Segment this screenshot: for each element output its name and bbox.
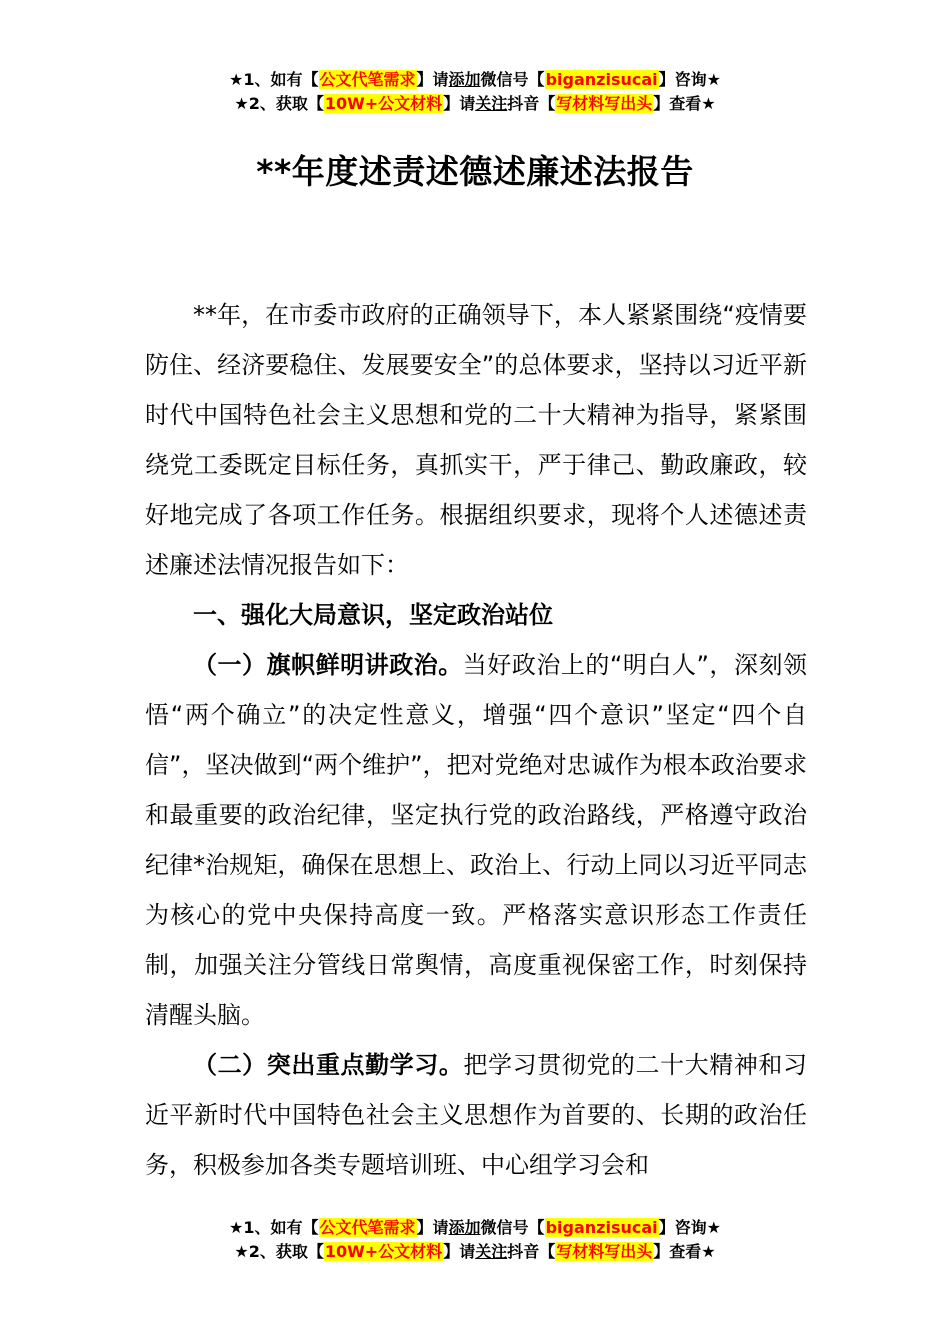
banner-highlight: 写材料写出头 (556, 1242, 653, 1261)
paragraph-1 (145, 640, 807, 1040)
banner-highlight: 10W+公文材料 (324, 94, 443, 113)
banner-text: 】请 (416, 70, 449, 89)
banner-highlight: 公文代笔需求 (319, 1218, 416, 1237)
banner-highlight: biganzisucai (545, 1218, 658, 1237)
banner-text: 】查看★ (653, 94, 716, 113)
bottom-banner (0, 1216, 950, 1264)
intro-paragraph: **年，在市委市政府的正确领导下，本人紧紧围绕“疫情要防住、经济要稳住、发展要安全”的总体要求，坚持以习近平新时代中国特色社会主义思想和党的二十大精神为指导，紧紧围绕党工委既定目标任务，真抓实干，严于律己、勤政廉政，较好地完成了各项工作任务。根据组织要求，现将个人述德述责述廉述法情况报告如下： (145, 301, 807, 579)
banner-underlined: 添加 (448, 70, 481, 89)
banner-highlight: biganzisucai (545, 70, 658, 89)
banner-text: 微信号【 (480, 70, 545, 89)
banner-highlight: 写材料写出头 (556, 94, 653, 113)
banner-text: ★1、如有【 (229, 70, 319, 89)
banner-text: 】请 (416, 1218, 449, 1237)
banner-line-2 (0, 92, 950, 116)
banner-text: 】咨询★ (658, 70, 721, 89)
banner-underlined: 关注 (475, 94, 508, 113)
banner-text: 】请 (443, 1242, 476, 1261)
banner-text: ★2、获取【 (234, 1242, 324, 1261)
banner-text: ★1、如有【 (229, 1218, 319, 1237)
document-body (145, 290, 807, 1190)
banner-text: 】查看★ (653, 1242, 716, 1261)
document-title: **年度述责述德述廉述法报告 (256, 152, 694, 191)
banner-text: 抖音【 (507, 1242, 556, 1261)
banner-underlined: 关注 (475, 1242, 508, 1261)
banner-text: 抖音【 (507, 94, 556, 113)
banner-line-1 (0, 68, 950, 92)
paragraph-2-lead: （二）突出重点勤学习。 (193, 1051, 464, 1079)
top-banner (0, 68, 950, 116)
banner-text: 】咨询★ (658, 1218, 721, 1237)
section-heading-1: 一、强化大局意识，坚定政治站位 (193, 601, 553, 629)
banner-line-2 (0, 1240, 950, 1264)
paragraph-1-lead: （一）旗帜鲜明讲政治。 (193, 651, 463, 679)
banner-line-1 (0, 1216, 950, 1240)
banner-highlight: 公文代笔需求 (319, 70, 416, 89)
paragraph-1-body: 当好政治上的“明白人”，深刻领悟“两个确立”的决定性意义，增强“四个意识”坚定“四个自信”，坚决做到“两个维护”，把对党绝对忠诚作为根本政治要求和最重要的政治纪律，坚定执行党的政治路线，严格遵守政治纪律*治规矩，确保在思想上、政治上、行动上同以习近平同志为核心的党中央保持高度一致。严格落实意识形态工作责任制，加强关注分管线日常舆情，高度重视保密工作，时刻保持清醒头脑。 (145, 651, 807, 1029)
banner-highlight: 10W+公文材料 (324, 1242, 443, 1261)
banner-text: ★2、获取【 (234, 94, 324, 113)
paragraph-2 (145, 1040, 807, 1190)
banner-text: 】请 (443, 94, 476, 113)
paragraph-2-body: 把学习贯彻党的二十大精神和习近平新时代中国特色社会主义思想作为首要的、长期的政治任务，积极参加各类专题培训班、中心组学习会和 (145, 1051, 808, 1179)
banner-text: 微信号【 (480, 1218, 545, 1237)
banner-underlined: 添加 (448, 1218, 481, 1237)
